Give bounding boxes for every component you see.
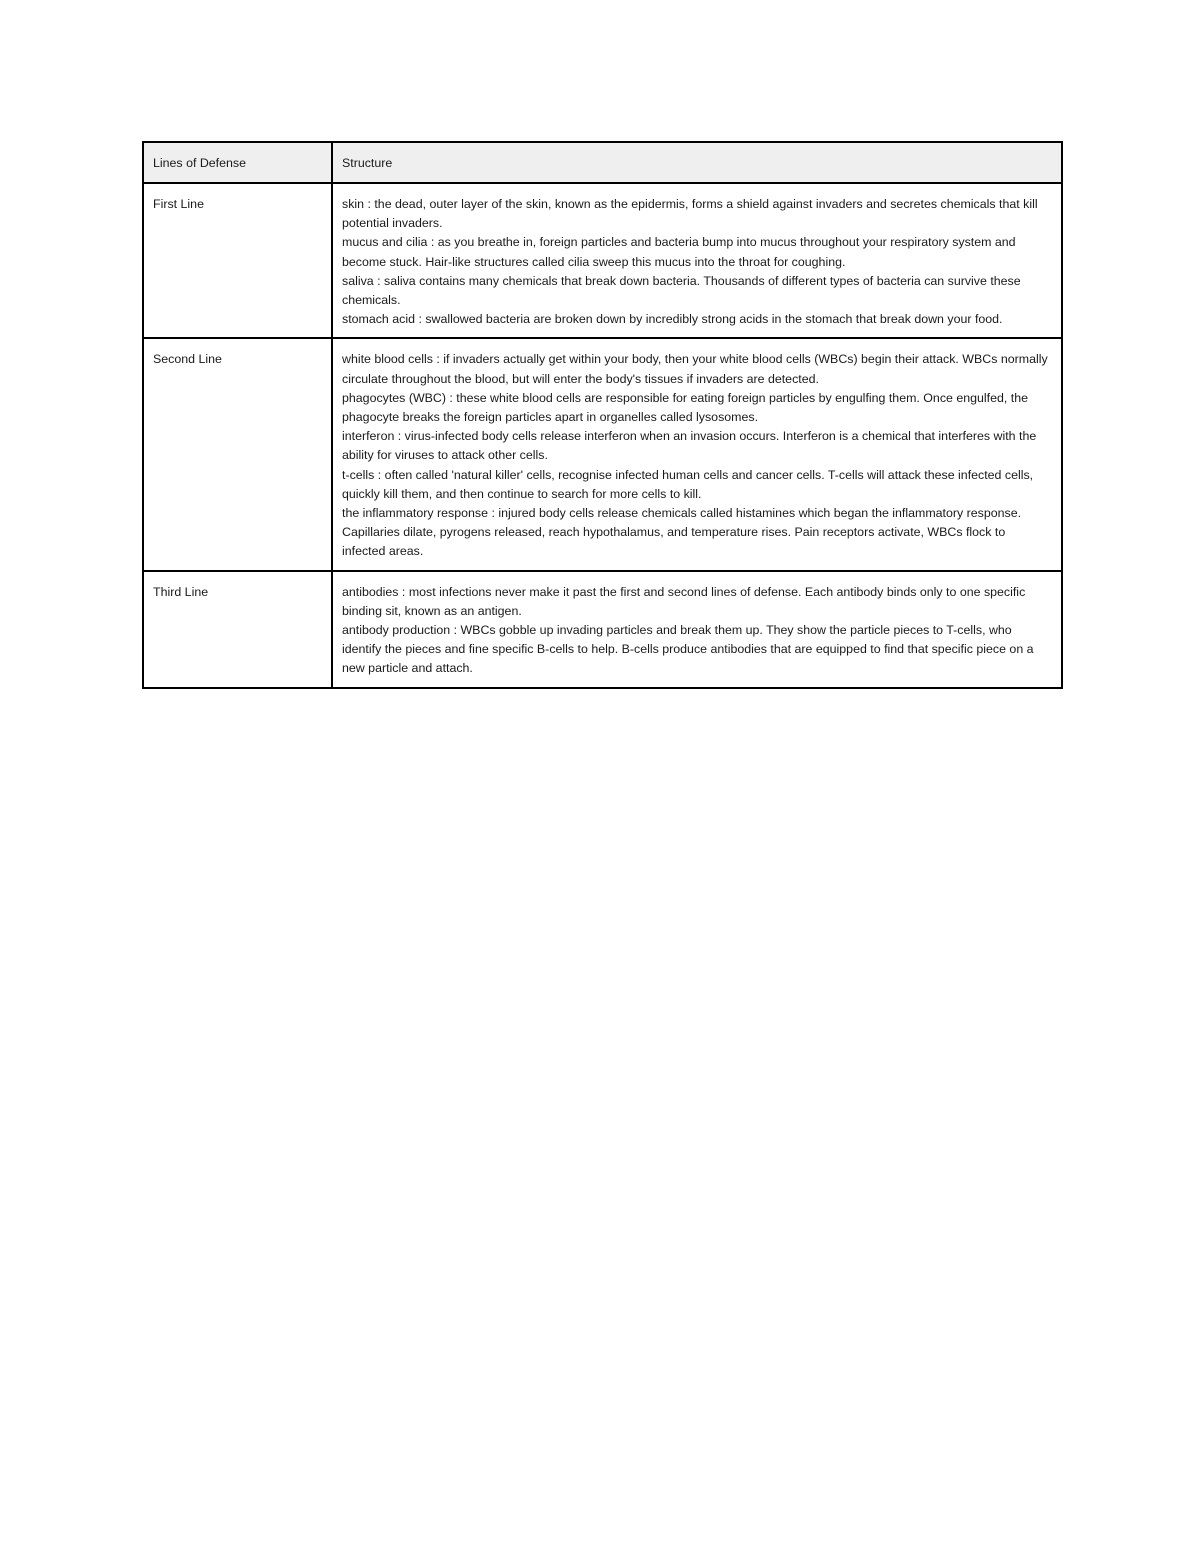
structure-entry: the inflammatory response : injured body cells release chemicals called histamines which began the inflammatory response. Capillaries dilate, pyrogens released, reach hypothalamus, and temperature rises. Pain receptors activate, WBCs flock to infected areas. (342, 506, 1022, 559)
line-name-cell: First Line (143, 183, 332, 338)
line-name-cell: Second Line (143, 338, 332, 570)
table-row-first-line (143, 183, 1062, 338)
header-structure: Structure (332, 142, 1062, 183)
structure-entry: mucus and cilia : as you breathe in, foreign particles and bacteria bump into mucus throughout your respiratory system and become stuck. Hair-like structures called cilia sweep this mucus into the throat for coughing. (342, 235, 1016, 269)
structure-entry: antibody production : WBCs gobble up invading particles and break them up. They show the particle pieces to T-cells, who identify the pieces and fine specific B-cells to help. B-cells produce antibodies that are equipped to find that specific piece on a new particle and attach. (342, 623, 1034, 676)
structure-entry: skin : the dead, outer layer of the skin, known as the epidermis, forms a shield against invaders and secretes chemicals that kill potential invaders. (342, 197, 1038, 231)
table-row-second-line (143, 338, 1062, 570)
structure-cell (332, 338, 1062, 570)
structure-cell (332, 571, 1062, 688)
structure-entry: white blood cells : if invaders actually get within your body, then your white blood cells (WBCs) begin their attack. WBCs normally circulate throughout the blood, but will enter the body's tissues if invaders are detected. (342, 352, 1048, 386)
table-header-row (143, 142, 1062, 183)
lines-of-defense-table (142, 141, 1063, 689)
header-lines-of-defense: Lines of Defense (143, 142, 332, 183)
structure-entry: saliva : saliva contains many chemicals that break down bacteria. Thousands of different types of bacteria can survive these chemicals. (342, 273, 1021, 308)
structure-entry: antibodies : most infections never make it past the first and second lines of defense. Each antibody binds only to one specific binding sit, known as an antigen. (342, 584, 1026, 618)
structure-entry: stomach acid : swallowed bacteria are broken down by incredibly strong acids in the stomach that break down your food. (342, 312, 1003, 327)
structure-entry: interferon : virus-infected body cells release interferon when an invasion occurs. Interferon is a chemical that interferes with the ability for viruses to attack other cells. (342, 429, 1037, 463)
structure-entry: phagocytes (WBC) : these white blood cells are responsible for eating foreign particles by engulfing them. Once engulfed, the phagocyte breaks the foreign particles apart in organelles called lysosomes. (342, 390, 1028, 425)
structure-entry: t-cells : often called 'natural killer' cells, recognise infected human cells and cancer cells. T-cells will attack these infected cells, quickly kill them, and then continue to search for more cells to kill. (342, 467, 1034, 501)
table-row-third-line (143, 571, 1062, 688)
structure-cell (332, 183, 1062, 338)
line-name-cell: Third Line (143, 571, 332, 688)
